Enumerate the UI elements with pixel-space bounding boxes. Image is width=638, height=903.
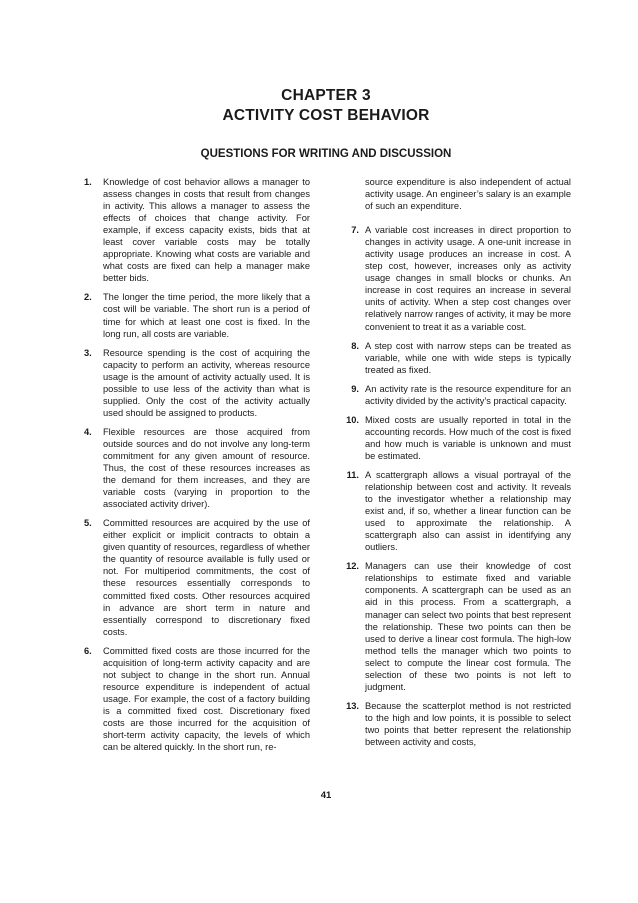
- question-number: 1.: [84, 177, 92, 187]
- question-item: [84, 291, 310, 339]
- question-item: [337, 414, 571, 462]
- question-text: An activity rate is the resource expenditure for an activity divided by the activity’s practical capacity.: [365, 383, 571, 406]
- question-text: A step cost with narrow steps can be treated as variable, while one with wide steps is typically treated as fixed.: [365, 340, 571, 375]
- question-text: A scattergraph allows a visual portrayal of the relationship between cost and activity. It reveals to the investigator whether a relationship may exist and, if so, whether a linear function can be used to approximate the relationship. A scattergraph also can assist in identifying any outliers.: [365, 469, 571, 553]
- question-number: 3.: [84, 347, 92, 358]
- question-number: 8.: [351, 340, 359, 351]
- page-number: [0, 790, 638, 801]
- question-continuation: source expenditure is also independent of actual activity usage. An engineer’s salary is an example of such an expenditure.: [365, 177, 571, 212]
- question-number: 9.: [351, 383, 359, 394]
- question-text: Managers can use their knowledge of cost relationships to estimate fixed and variable components. A scattergraph can be used as an aid in this process. From a scattergraph, a manager can select two points that best represent the relationship. These two points can then be used to derive a linear cost formula. The high-low method tells the manager which two points to select to compute the linear cost formula. The selection of these two points is not left to judgment.: [365, 561, 571, 692]
- section-header: [0, 147, 638, 161]
- question-number: 10.: [346, 414, 359, 425]
- question-item: [337, 560, 571, 693]
- question-item: [337, 469, 571, 553]
- question-item: [84, 176, 310, 284]
- question-item: [84, 645, 310, 753]
- question-number: 4.: [84, 426, 92, 437]
- question-item: [84, 426, 310, 510]
- question-text: Committed fixed costs are those incurred for the acquisition of long-term activity capacity and are not subject to change in the short run. Annual resource expenditure is independent of actual usage. For example, the cost of a factory building is a committed fixed cost. Discretionary fixed costs are those incurred for the acquisition of short-term activity capacity, the levels of which can be altered quickly. In the short run, re-: [103, 645, 310, 753]
- page-number-text: 41: [320, 790, 332, 801]
- question-text: Committed resources are acquired by the use of either explicit or implicit contracts to obtain a given quantity of resources, regardless of whether the quantity of resource available is fully used or not. For multiperiod commitments, the cost of these resources essentially corresponds to committed fixed costs. Other resources acquired in advance are short term in nature and essentially correspond to discretionary fixed costs.: [103, 518, 310, 637]
- question-text: Resource spending is the cost of acquiring the capacity to perform an activity, whereas resource usage is the amount of activity actually used. It is possible to use less of the activity than what is supplied. Only the cost of the activity actually used should be assigned to products.: [103, 347, 310, 418]
- question-number: 13.: [346, 700, 359, 711]
- question-text: A variable cost increases in direct proportion to changes in activity usage. A one-unit increase in activity usage produces an increase in cost. A step cost, however, increases only as activity usage changes in small blocks or chunks. An increase in cost requires an increase in several units of activity. When a step cost changes over relatively narrow ranges of activity, it may be more convenient to treat it as a variable cost.: [365, 225, 571, 332]
- question-number: 12.: [346, 561, 359, 572]
- question-item: [337, 224, 571, 332]
- chapter-header: [0, 86, 638, 126]
- section-title: QUESTIONS FOR WRITING AND DISCUSSION: [200, 148, 452, 160]
- question-text: Because the scatterplot method is not restricted to the high and low points, it is possible to select two points that better represent the relationship between activity and costs,: [365, 700, 571, 747]
- question-number: 7.: [351, 225, 359, 236]
- question-text: The longer the time period, the more likely that a cost will be variable. The short run is a period of time for which at least one cost is fixed. In the long run, all costs are variable.: [103, 292, 310, 339]
- chapter-label: CHAPTER 3: [281, 87, 371, 104]
- question-number: 6.: [84, 645, 92, 656]
- question-number: 5.: [84, 518, 92, 529]
- question-item: [84, 347, 310, 419]
- right-column: [337, 176, 571, 755]
- left-column: [84, 176, 310, 760]
- question-item: [337, 383, 571, 407]
- question-item: [337, 700, 571, 748]
- question-item: [84, 517, 310, 637]
- question-number: 11.: [346, 469, 359, 480]
- question-text: Mixed costs are usually reported in total in the accounting records. How much of the cost is fixed and how much is variable is unknown and must be estimated.: [365, 414, 571, 461]
- question-number: 2.: [84, 292, 92, 303]
- question-item: [337, 340, 571, 376]
- chapter-title: ACTIVITY COST BEHAVIOR: [222, 107, 430, 124]
- question-text: Knowledge of cost behavior allows a manager to assess changes in costs that result from changes in activity. This allows a manager to assess the effects of choices that change activity. For example, if excess capacity exists, bids that at least cover variable costs may be totally appropriate. Knowing what costs are variable and what costs are fixed can help a manager make better bids.: [103, 177, 310, 284]
- question-text: Flexible resources are those acquired from outside sources and do not involve any long-term commitment for any given amount of resource. Thus, the cost of these resources increases as the demand for them increases, and they are variable costs (varying in proportion to the associated activity driver).: [103, 426, 310, 510]
